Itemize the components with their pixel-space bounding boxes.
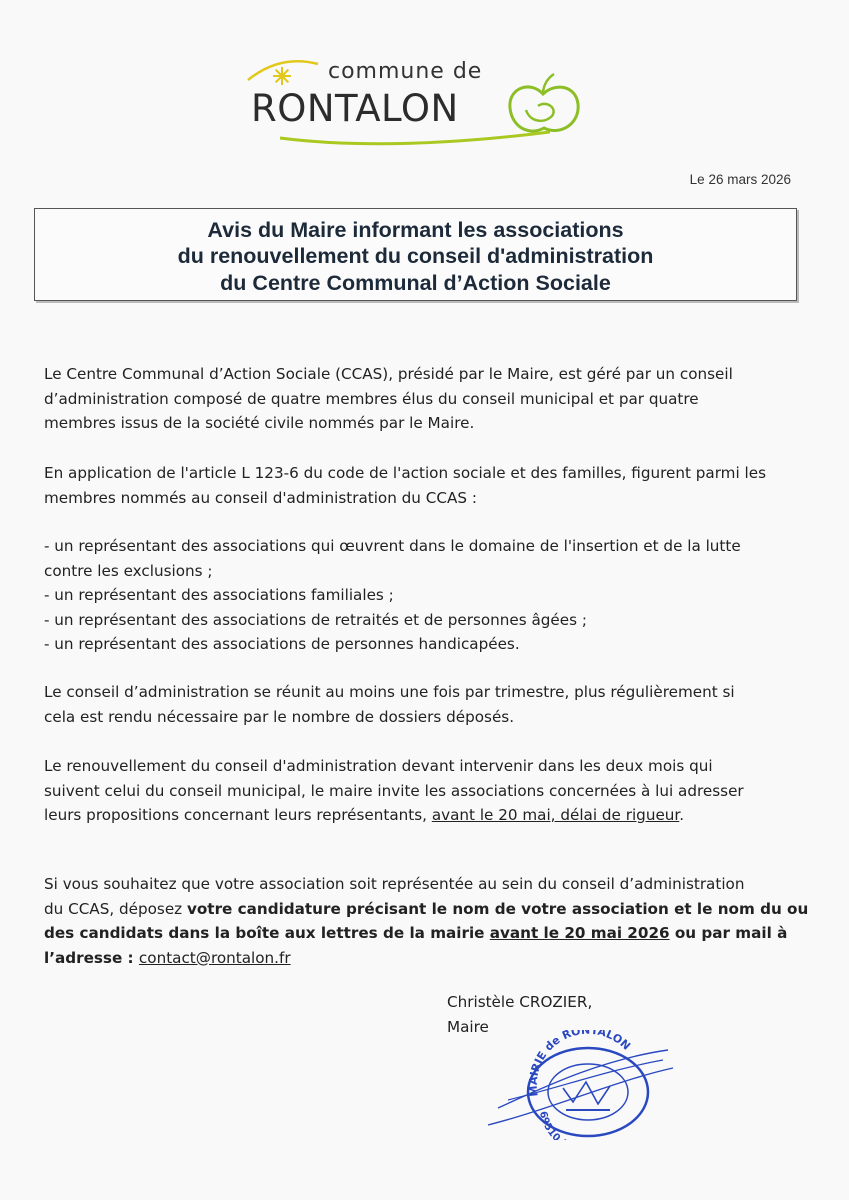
- application-bold-text: ou par mail à: [669, 924, 788, 942]
- title-line-1: Avis du Maire informant les associations: [207, 218, 624, 242]
- logo-prefix: commune de: [328, 59, 483, 84]
- commune-logo: [240, 52, 600, 162]
- article-paragraph: [44, 461, 791, 510]
- article-line: En application de l'article L 123-6 du code de l'action sociale et des familles, figurent parmi les: [44, 464, 766, 482]
- renewal-line: Le renouvellement du conseil d'administration devant intervenir dans les deux mois qui: [44, 757, 713, 775]
- renewal-paragraph: [44, 754, 791, 828]
- renewal-line: suivent celui du conseil municipal, le maire invite les associations concernées à lui adresser: [44, 781, 744, 800]
- intro-line: membres issus de la société civile nommés par le Maire.: [44, 414, 475, 432]
- list-item: - un représentant des associations de retraités et de personnes âgées ;: [44, 610, 587, 629]
- signatory-role: Maire: [447, 1018, 489, 1036]
- svg-text:69510 (Rhône): 69510: [536, 1110, 563, 1140]
- logo-commune-name: RONTALON: [251, 87, 459, 130]
- application-line: [44, 897, 809, 922]
- document-date: Le 26 mars 2026: [689, 172, 791, 187]
- renewal-text: .: [679, 806, 685, 824]
- renewal-text: leurs propositions concernant leurs représentants,: [44, 806, 432, 824]
- list-item: - un représentant des associations qui œuvrent dans le domaine de l'insertion et de la lutte: [44, 537, 741, 555]
- stamp-inner-ring: [548, 1064, 628, 1120]
- meeting-paragraph: [44, 680, 791, 729]
- application-line: [44, 921, 791, 946]
- application-line: Si vous souhaitez que votre association soit représentée au sein du conseil d’administration: [44, 875, 745, 893]
- meeting-line: cela est rendu nécessaire par le nombre de dossiers déposés.: [44, 707, 515, 726]
- email-link[interactable]: contact@rontalon.fr: [138, 948, 291, 967]
- official-stamp: [478, 1030, 678, 1145]
- list-item: - un représentant des associations familiales ;: [44, 586, 394, 604]
- apple-icon: [510, 74, 578, 131]
- stamp-emblem: [563, 1082, 610, 1104]
- application-bold-text: votre candidature précisant le nom de votre association et le nom du ou: [186, 899, 809, 918]
- renewal-deadline: avant le 20 mai, délai de rigueur: [431, 806, 680, 824]
- application-bold-text: l’adresse :: [44, 948, 139, 967]
- title-line-2: du renouvellement du conseil d'administration: [177, 244, 654, 268]
- article-line: membres nommés au conseil d'administration du CCAS :: [44, 488, 477, 507]
- svg-text:MAIRIE de RONTALON: MAIRIE de RONTALON: [526, 1030, 633, 1098]
- signatory-name: Christèle CROZIER,: [447, 993, 593, 1011]
- star-icon: [273, 67, 291, 85]
- list-item: contre les exclusions ;: [44, 561, 213, 580]
- application-bold-text: des candidats dans la boîte aux lettres de la mairie: [44, 924, 490, 942]
- title-line-3: du Centre Communal d’Action Sociale: [220, 271, 611, 295]
- list-item: - un représentant des associations de personnes handicapées.: [44, 635, 520, 653]
- application-line: [44, 946, 791, 971]
- application-paragraph: [44, 872, 809, 970]
- intro-paragraph: [44, 362, 791, 436]
- title-box: [34, 208, 797, 301]
- stamp-graphic: [478, 1030, 678, 1140]
- intro-line: Le Centre Communal d’Action Sociale (CCAS), présidé par le Maire, est géré par un conseil: [44, 365, 733, 383]
- application-deadline: avant le 20 mai 2026: [489, 924, 670, 942]
- representatives-list: [44, 534, 791, 657]
- renewal-line: [44, 803, 791, 828]
- application-text: du CCAS, déposez: [44, 899, 187, 918]
- meeting-line: Le conseil d’administration se réunit au moins une fois par trimestre, plus régulièrement si: [44, 683, 735, 701]
- intro-line: d’administration composé de quatre membres élus du conseil municipal et par quatre: [44, 389, 699, 408]
